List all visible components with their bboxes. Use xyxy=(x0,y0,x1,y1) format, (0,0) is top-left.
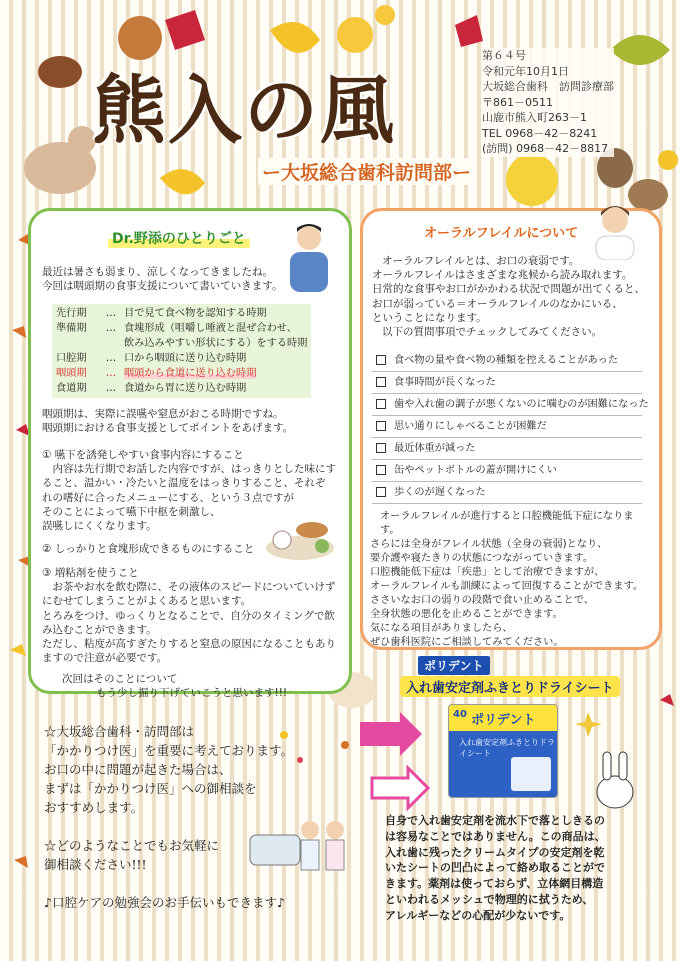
product-box-brand: ポリデント xyxy=(471,713,536,728)
checklist-item[interactable]: 食べ物の量や食べ物の種類を控えることがあった xyxy=(372,350,642,372)
newsletter-title: 熊入の風 xyxy=(92,68,396,154)
address: 山鹿市熊入町263－1 xyxy=(482,111,587,124)
issue-info xyxy=(482,48,614,157)
checkbox-icon[interactable] xyxy=(376,355,386,365)
phase-row-highlighted: 咽頭期 … 咽頭から食道に送り込む時期 xyxy=(56,368,257,379)
left-intro: 最近は暑さも弱まり、涼しくなってきましたね。 今回は咽頭期の食事支援について書いていきます。 xyxy=(42,266,283,293)
leaf-icon xyxy=(455,15,483,47)
product-sheet-icon xyxy=(511,757,551,791)
clinic-notice: ☆大坂総合歯科・訪問部は 「かかりつけ医」を重要に考えております。 お口の中に問題が起きた場合は、 まずは「かかりつけ医」への御相談を おすすめします。 ☆どのようなことでもお気軽に 御相談ください!!! ♪口腔ケアの勉強会のお手伝いもできます♪ xyxy=(44,724,294,910)
checkbox-icon[interactable] xyxy=(376,487,386,497)
issue-date: 令和元年10月1日 xyxy=(482,64,569,78)
frailty-checklist xyxy=(372,350,649,504)
org-name: 大坂総合歯科 訪問診療部 xyxy=(482,80,614,93)
checkbox-icon[interactable] xyxy=(376,377,386,387)
left-closing: 次回はそのことについて もう少し掘り下げていこうと思います!!! xyxy=(62,673,288,700)
chestnut-icon xyxy=(38,56,82,88)
tel: TEL 0968－42－8241 xyxy=(482,126,598,140)
leaf-icon xyxy=(610,35,670,65)
checklist-item[interactable]: 思い通りにしゃべることが困難だ xyxy=(372,416,642,438)
doctor-illustration xyxy=(284,222,334,294)
swallowing-phase-table xyxy=(52,304,311,398)
checklist-item[interactable]: 最近体重が減った xyxy=(372,438,642,460)
oral-frailty-heading: オーラルフレイルについて xyxy=(420,222,582,241)
rabbit-icon xyxy=(597,776,633,808)
right-intro: オーラルフレイルとは、お口の衰弱です。 オーラルフレイルはさまざまな兆候から読み取れます。 日常的な食事やお口がかかわる状況で問題が出てくると、 お口が弱っている＝オーラルフレイルのなかにいる、 ということになります。 以下の質問事項でチェックしてみてください。 xyxy=(372,255,645,339)
right-outro: オーラルフレイルが進行すると口腔機能低下症になります。 さらには全身がフレイル状態（全身の衰弱)となり、 要介護や寝たきりの状態につながっていきます。 口腔機能低下症は「疾患」として治療できますが、 オーラルフレイルも訓練によって回復することができます。 ささいなお口の弱りの段階で食い止めることで、 全身状態の悪化を止めることができます。 気になる項目がありましたら、 ぜひ歯科医院にご相談してみてください。 xyxy=(370,511,644,648)
fruit-icon xyxy=(337,17,373,53)
phase-row: 先行期 … 目で見て食べ物を認知する時期 xyxy=(56,308,267,319)
sparkle-icon xyxy=(575,712,602,737)
product-count: 40 xyxy=(453,709,467,720)
product-box-sub: 入れ歯安定剤ふきとりドライシート xyxy=(459,738,555,758)
phase-row: 飲み込みやすい形状にする）をする時期 xyxy=(124,338,308,349)
nurse-illustration xyxy=(588,200,642,260)
point-1: ① 嚥下を誘発しやすい食事内容にすること 内容は先行期でお話した内容ですが、はっきりとした味にす ること、温かい・冷たいと温度をはっきりすること、それぞ れの嗜好に合ったメニューにする、という３点ですが そのことによって嚥下中枢を刺激し、 誤嚥しにくくなります。 xyxy=(42,449,336,533)
arrow-right-icon xyxy=(372,768,428,808)
point-2: ② しっかりと食塊形成できるものにすること xyxy=(42,543,255,555)
ginkgo-leaf-icon xyxy=(160,169,205,194)
fruit-icon xyxy=(506,154,558,206)
product-description: 自身で入れ歯安定剤を流水下で落としきるの は容易なことではありません。この商品は、 入れ歯に残ったクリームタイプの安定剤を乾 いたシートの凹凸によって絡め取ることがで きます。薬剤は使っておらず、立体網目構造 といわれるメッシュで物理的に拭うため、 アレルギーなどの心配が少ないです。 xyxy=(385,814,606,922)
left-para1: 咽頭期は、実際に誤嚥や窒息がおこる時期ですね。 咽頭期における食事支援としてポイントをあげます。 xyxy=(42,408,294,435)
ginkgo-leaf-icon xyxy=(270,22,320,53)
checklist-item[interactable]: 缶やペットボトルの蓋が開けにくい xyxy=(372,460,642,482)
postal-code: 〒861－0511 xyxy=(482,95,553,109)
phase-row: 口腔期 … 口から咽頭に送り込む時期 xyxy=(56,353,247,364)
checkbox-icon[interactable] xyxy=(376,443,386,453)
checkbox-icon[interactable] xyxy=(376,465,386,475)
product-package-image xyxy=(448,704,558,798)
product-brand-label: ポリデント xyxy=(418,656,490,675)
meal-illustration xyxy=(262,512,338,562)
checklist-item[interactable]: 歩くのが遅くなった xyxy=(372,482,642,504)
checklist-item[interactable]: 食事時間が長くなった xyxy=(372,372,642,394)
point-3: ③ 増粘剤を使うこと お茶やお水を飲む際に、その液体のスピードについていけず にむせてしまうことがよくあると思います。 とろみをつけ、ゆっくりとなることで、自分のタイミングで飲 み込むことができます。 ただし、粘度が高すぎたりすると窒息の原因になることもあり ますので注意が必要です。 xyxy=(42,567,336,665)
phase-row: 食道期 … 食道から胃に送り込む時期 xyxy=(56,383,247,394)
leaf-icon xyxy=(165,10,205,50)
checklist-item[interactable]: 歯や入れ歯の調子が悪くないのに噛むのが困難になった xyxy=(372,394,642,416)
product-name: 入れ歯安定剤ふきとりドライシート xyxy=(400,676,620,697)
doctor-column-heading: Dr.野添のひとりごと xyxy=(108,228,250,248)
newsletter-subtitle: ー大坂総合歯科訪問部ー xyxy=(258,158,475,185)
arrow-right-icon xyxy=(360,712,422,756)
phase-row: 準備期 … 食塊形成（咀嚼し唾液と混ぜ合わせ、 xyxy=(56,323,297,334)
checkbox-icon[interactable] xyxy=(376,399,386,409)
issue-number: 第６４号 xyxy=(482,49,526,62)
visit-tel: (訪問) 0968－42－8817 xyxy=(482,142,609,155)
staff-icon xyxy=(326,821,344,839)
checkbox-icon[interactable] xyxy=(376,421,386,431)
fruit-icon xyxy=(375,5,395,25)
